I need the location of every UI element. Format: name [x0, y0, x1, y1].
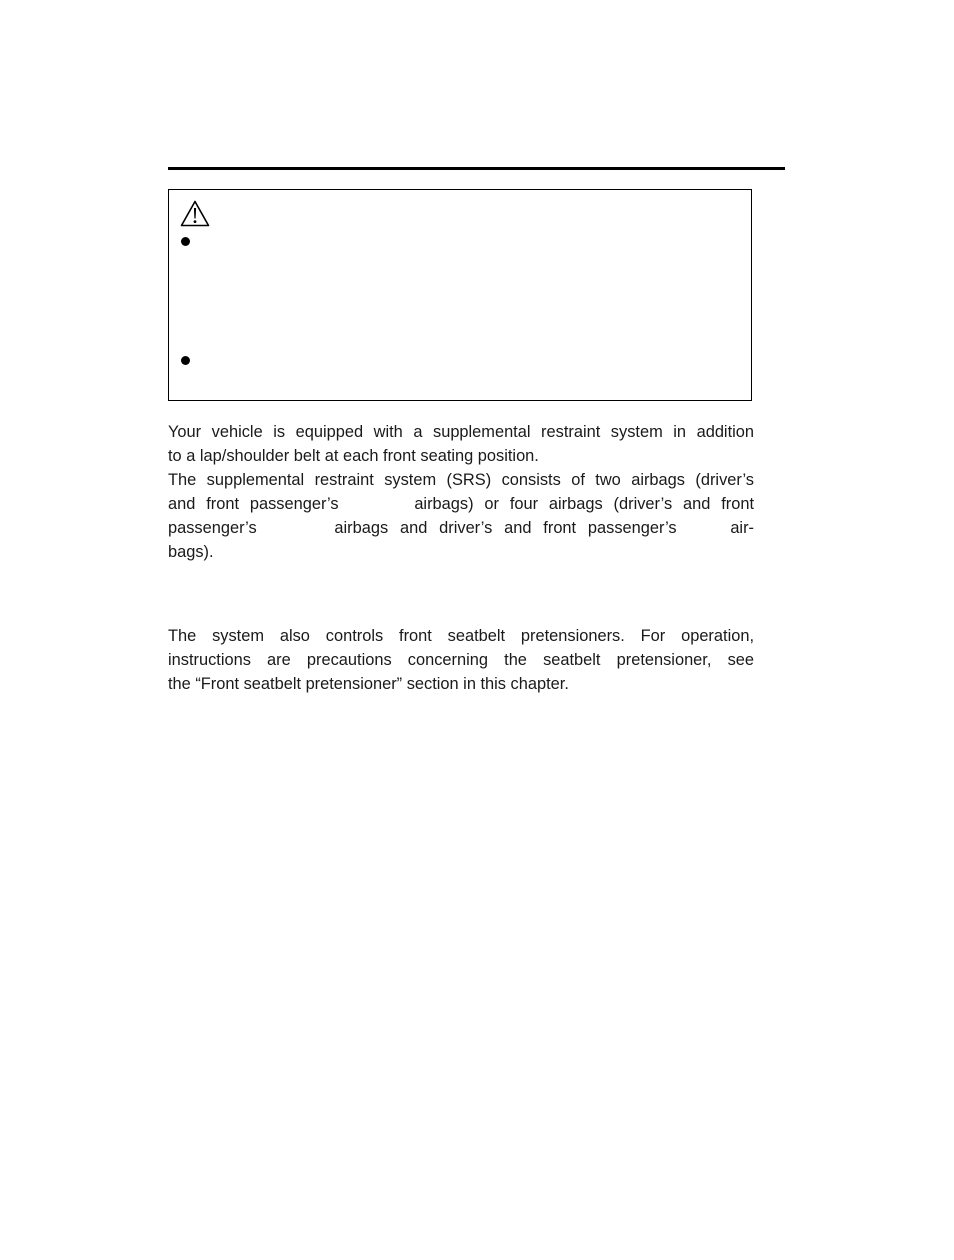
header-rule [168, 167, 785, 170]
srs-line-3 [168, 516, 754, 540]
warning-bullet-1 [181, 237, 190, 246]
intro-line-2: to a lap/shoulder belt at each front seating position. [168, 447, 539, 465]
srs-line-3-end: air- [730, 519, 754, 537]
pretensioner-line-2: instructions are precautions concerning the seatbelt pretensioner, see [168, 651, 754, 669]
intro-paragraph [168, 420, 754, 468]
srs-line-3-middle: airbags and driver’s and front passenger’s [334, 519, 677, 537]
srs-line-2 [168, 492, 754, 516]
srs-line-3-start: passenger’s [168, 519, 257, 537]
srs-paragraph [168, 468, 754, 564]
pretensioner-line-3: the “Front seatbelt pretensioner” section in this chapter. [168, 675, 569, 693]
warning-box [168, 189, 752, 401]
srs-line-4: bags). [168, 543, 214, 561]
srs-line-2-start: and front passenger’s [168, 495, 339, 513]
srs-line-2-end: airbags) or four airbags (driver’s and front [414, 495, 755, 513]
pretensioner-paragraph [168, 624, 754, 696]
warning-triangle-icon [180, 200, 210, 227]
warning-bullet-2 [181, 356, 190, 365]
srs-line-1: The supplemental restraint system (SRS) consists of two airbags (driver’s [168, 471, 754, 489]
pretensioner-line-1: The system also controls front seatbelt pretensioners. For operation, [168, 627, 754, 645]
intro-line-1: Your vehicle is equipped with a supplemental restraint system in addition [168, 423, 754, 441]
